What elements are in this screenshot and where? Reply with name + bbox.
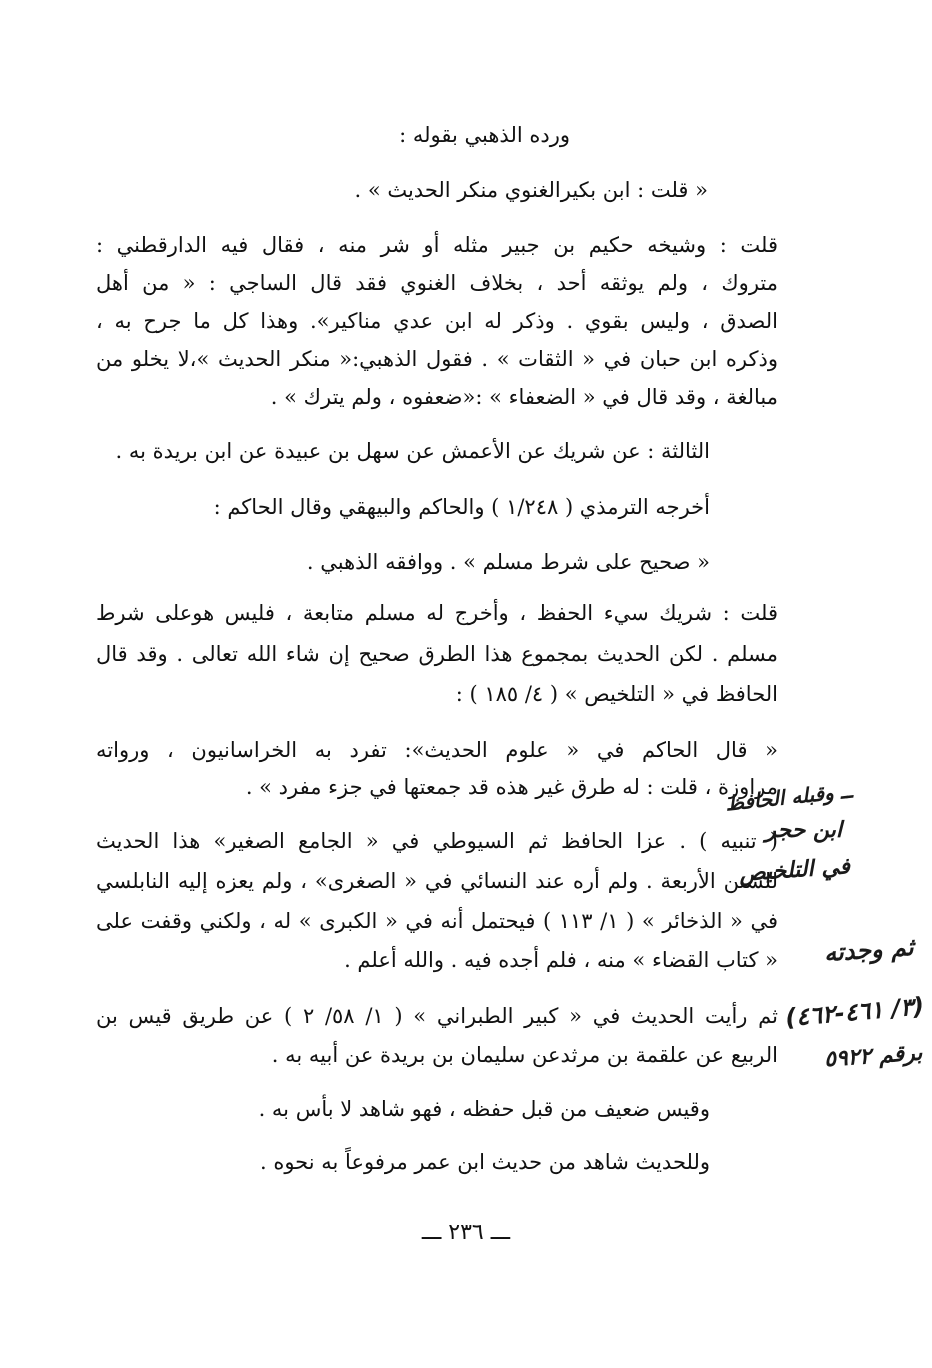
text-line: ( تنبيه ) . عزا الحافظ ثم السيوطي في « الجامع الصغير» هذا الحديث <box>96 829 778 853</box>
text-line: في « الذخائر » ( ١/ ١١٣ ) فيحتمل أنه في « الكبرى » له ، ولكني وقفت على <box>96 909 778 933</box>
text-line: وذكره ابن حبان في « الثقات » . فقول الذهبي:« منكر الحديث »،لا يخلو من <box>96 347 778 371</box>
quote-line: « قلت : ابن بكيرالغنوي منكر الحديث » . <box>354 178 708 202</box>
text-line: الربيع عن علقمة بن مرثدعن سليمان بن بريدة عن أبيه به . <box>271 1043 778 1067</box>
handwritten-margin-note: ثم وجدته <box>823 932 915 968</box>
text-line: للسنن الأربعة . ولم أره عند النسائي في « الصغرى» ، ولم يعزه إليه النابلسي <box>96 869 778 893</box>
text-line: متروك ، ولم يوثقه أحد ، بخلاف الغنوي فقد قال الساجي : « من أهل <box>96 271 778 295</box>
text-line: ورده الذهبي بقوله : <box>399 123 570 147</box>
text-line: وقيس ضعيف من قبل حفظه ، فهو شاهد لا بأس به . <box>258 1097 710 1121</box>
page-number: ـــ ٢٣٦ ـــ <box>421 1220 511 1245</box>
text-line: وللحديث شاهد من حديث ابن عمر مرفوعاً به نحوه . <box>259 1150 710 1174</box>
quote-line: « صحيح على شرط مسلم » . ووافقه الذهبي . <box>306 550 710 574</box>
handwritten-margin-note: في التلخيص <box>738 854 851 887</box>
handwritten-margin-note: ابن حجر <box>765 818 842 843</box>
text-line: الحافظ في « التلخيص » ( ٤/ ١٨٥ ) : <box>455 682 778 706</box>
text-line: مبالغة ، وقد قال في « الضعفاء » :«ضعفوه ، ولم يترك » . <box>270 385 778 409</box>
text-line: الصدق ، وليس بقوي . وذكر له ابن عدي مناكير». وهذا كل ما جرح به ، <box>96 309 778 333</box>
text-line: مسلم . لكن الحديث بمجموع هذا الطرق صحيح إن شاء الله تعالى . وقد قال <box>96 642 778 666</box>
quote-line: « قال الحاكم في « علوم الحديث»: تفرد به الخراسانيون ، ورواته <box>96 738 778 762</box>
text-line: قلت : وشيخه حكيم بن جبير مثله أو شر منه ، فقال فيه الدارقطني : <box>96 233 778 257</box>
text-line: قلت : شريك سيء الحفظ ، وأخرج له مسلم متابعة ، فليس هوعلى شرط <box>96 601 778 625</box>
text-line: الثالثة : عن شريك عن الأعمش عن سهل بن عبيدة عن ابن بريدة به . <box>115 439 710 463</box>
text-line: أخرجه الترمذي ( ١/٢٤٨ ) والحاكم والبيهقي وقال الحاكم : <box>213 495 710 519</box>
handwritten-margin-note: برقم ٥٩٢٢ <box>822 1040 923 1073</box>
text-line: « كتاب القضاء » منه ، فلم أجده فيه . والله أعلم . <box>344 948 778 972</box>
text-line: ثم رأيت الحديث في « كبير الطبراني » ( ١/ ٥٨/ ٢ ) عن طريق قيس بن <box>96 1004 778 1028</box>
quote-line: مراوزة ، قلت : له طرق غير هذه قد جمعتها في جزء مفرد » . <box>245 775 778 799</box>
handwritten-margin-note: ــ وقبله الحافظ <box>723 778 853 816</box>
handwritten-margin-note: (٣/ ٤٦١-٤٦٢) <box>783 991 925 1033</box>
